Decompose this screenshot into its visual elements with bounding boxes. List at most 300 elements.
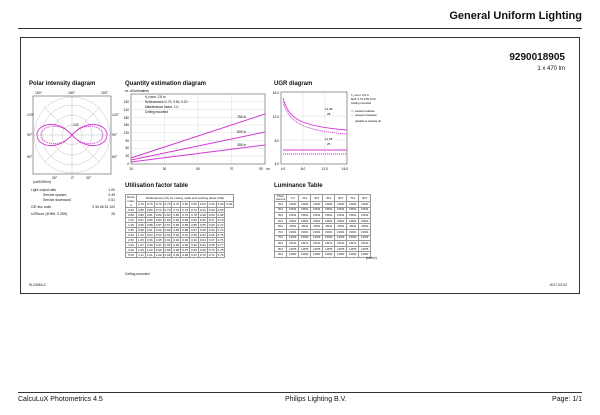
sheet-date: 2017-03-02: [549, 283, 567, 287]
table-cell: 0.89: [164, 228, 171, 232]
table-cell: 0.73: [182, 208, 189, 212]
polar-angle-label: 120°: [27, 113, 35, 117]
table-cell: 1.07: [138, 243, 144, 247]
column-header: 60.0: [335, 195, 347, 202]
table-cell: 0.75: [217, 233, 224, 237]
table-cell: 15690: [287, 202, 299, 208]
y-tick: 150: [123, 123, 129, 127]
series-label: 750 lx: [237, 115, 247, 119]
table-cell: 15093: [359, 235, 371, 241]
column-header: 15.0: [299, 195, 311, 202]
column-header: Plane Gamma: [276, 195, 286, 201]
table-cell: 0.90: [155, 228, 162, 232]
polar-angle-label: 180°: [68, 91, 76, 95]
table-cell: 0.94: [173, 238, 180, 242]
polar-ring-label: 100: [73, 123, 79, 127]
table-cell: 0.55: [199, 223, 206, 227]
footer-company: Philips Lighting B.V.: [285, 396, 347, 403]
table-cell: 15093: [323, 235, 335, 241]
table-cell: 15672: [287, 241, 299, 247]
table-cell: 0.62: [208, 228, 215, 232]
table-cell: 1.09: [138, 248, 144, 252]
table-cell: 15822: [359, 218, 371, 224]
x-tick: 90: [259, 167, 263, 171]
table-cell: 0.80: [155, 213, 162, 217]
table-cell: 0.78: [217, 248, 224, 252]
table-cell: 0.96: [146, 238, 153, 242]
polar-diagram: [27, 88, 120, 184]
table-cell: 4.00: [126, 248, 137, 253]
table-cell: 0.83: [182, 218, 189, 222]
table-cell: 0.97: [182, 248, 189, 252]
table-cell: 55.0: [275, 213, 287, 219]
table-cell: 0.68: [199, 248, 206, 252]
table-cell: 15690: [323, 202, 335, 208]
photometric-label: UGRcorr (4H8H, 0.25H): [31, 212, 68, 216]
column-header: 0.70: [146, 202, 153, 207]
table-cell: 15822: [347, 218, 359, 224]
table-cell: 15672: [335, 241, 347, 247]
ugr-annotation: 25: [327, 142, 331, 146]
y-tick: 16.0: [272, 91, 279, 95]
utilisation-table: [125, 194, 234, 258]
table-cell: 0.87: [164, 223, 171, 227]
photometric-label: Service upward: [43, 193, 67, 197]
column-header: 0.50: [199, 202, 206, 207]
polar-angle-label: 90°: [27, 133, 33, 137]
table-cell: 0.72: [191, 208, 197, 212]
table-cell: 15361: [359, 229, 371, 235]
footer-page: Page: 1/1: [552, 396, 582, 403]
table-cell: 0.86: [173, 223, 180, 227]
table-cell: 15672: [347, 241, 359, 247]
table-cell: 0.70: [199, 253, 206, 257]
luminance-title: Luminance Table: [274, 183, 323, 189]
photometric-value: 26: [111, 212, 115, 216]
y-tick: 180: [123, 116, 129, 120]
table-cell: 14875: [287, 246, 299, 252]
table-cell: 15361: [347, 229, 359, 235]
table-cell: 1.11: [138, 253, 144, 257]
table-cell: 0.91: [138, 218, 144, 222]
table-cell: 0.96: [191, 248, 197, 252]
table-cell: 0.87: [155, 223, 162, 227]
table-cell: 15093: [335, 235, 347, 241]
x-tick: 10: [129, 167, 133, 171]
table-cell: 15690: [311, 202, 323, 208]
column-header: 45.0: [323, 195, 335, 202]
x-tick: 4.0: [280, 167, 286, 171]
table-cell: 0.52: [199, 218, 206, 222]
column-header: 0.30: [217, 202, 224, 207]
table-cell: 1.05: [138, 238, 144, 242]
table-cell: 0.96: [173, 243, 180, 247]
table-cell: 15814: [323, 213, 335, 219]
polar-angle-label: 150°: [101, 91, 109, 95]
column-header: 90.0: [359, 195, 371, 202]
table-cell: 15814: [347, 207, 359, 213]
table-cell: 0.95: [182, 243, 189, 247]
photometric-value: 9 36 66 51 100: [92, 205, 115, 209]
room-index-header: Room index k: [127, 195, 136, 207]
table-cell: 0.80: [138, 208, 144, 212]
table-cell: 15814: [311, 207, 323, 213]
table-cell: 15611: [359, 224, 371, 230]
table-cell: 0.66: [199, 243, 206, 247]
table-cell: 0.93: [182, 238, 189, 242]
y-tick: 240: [123, 100, 129, 104]
table-cell: 50.0: [275, 207, 287, 213]
polar-angle-label: 30°: [86, 176, 92, 180]
table-cell: 15611: [311, 224, 323, 230]
table-cell: 14875: [359, 246, 371, 252]
table-cell: 0.54: [208, 213, 215, 217]
polar-angle-label: 150°: [35, 91, 43, 95]
table-cell: 0.93: [155, 233, 162, 237]
table-cell: 15822: [323, 218, 335, 224]
x-unit: m²: [266, 167, 270, 171]
table-cell: 16992: [299, 252, 311, 258]
table-cell: 15611: [287, 224, 299, 230]
table-cell: 0.99: [164, 253, 171, 257]
table-cell: 1.25: [126, 223, 137, 228]
table-cell: 45.0: [275, 202, 287, 208]
table-cell: 15361: [287, 229, 299, 235]
table-cell: 16992: [311, 252, 323, 258]
photometric-label: Service downward: [43, 198, 71, 202]
quantity-param: Ceiling mounted: [145, 110, 169, 114]
table-cell: 0.74: [155, 208, 162, 212]
utilisation-note: Ceiling mounted: [125, 272, 150, 276]
table-cell: 14875: [335, 246, 347, 252]
table-cell: 0.92: [173, 233, 180, 237]
table-cell: 15093: [287, 235, 299, 241]
table-cell: 15611: [299, 224, 311, 230]
table-cell: 2.00: [126, 233, 137, 238]
table-cell: 0.86: [138, 213, 144, 217]
luminance-unit: (cd/m²): [366, 256, 377, 260]
table-cell: 0.98: [138, 228, 144, 232]
table-cell: 0.70: [217, 218, 224, 222]
quantity-title: Quantity estimation diagram: [125, 81, 207, 87]
table-cell: 15814: [359, 207, 371, 213]
table-cell: 0.94: [191, 243, 197, 247]
table-cell: 15822: [335, 218, 347, 224]
ugr-annotation: 11.28: [325, 107, 333, 111]
table-cell: 0.99: [155, 248, 162, 252]
table-cell: 15814: [287, 213, 299, 219]
quantity-chart: [117, 88, 272, 176]
table-cell: 70.0: [275, 229, 287, 235]
table-cell: 0.57: [208, 218, 215, 222]
datasheet-frame: [20, 37, 580, 294]
table-cell: 0.80: [126, 213, 137, 218]
quantity-param: Reflectances: 0.70, 0.50, 0.20: [145, 100, 188, 104]
table-cell: 0.84: [173, 218, 180, 222]
table-cell: 0.91: [146, 228, 153, 232]
table-cell: 0.80: [146, 208, 153, 212]
table-cell: 14875: [323, 246, 335, 252]
page-title: General Uniform Lighting: [449, 10, 582, 22]
table-cell: 15093: [347, 235, 359, 241]
table-row: [126, 253, 234, 258]
table-cell: 0.70: [208, 248, 215, 252]
table-cell: 16992: [359, 252, 371, 258]
table-cell: 0.94: [164, 238, 171, 242]
table-cell: 0.86: [182, 223, 189, 227]
table-cell: 0.77: [217, 243, 224, 247]
table-cell: 0.97: [191, 253, 197, 257]
table-cell: 0.83: [164, 218, 171, 222]
table-cell: 15361: [299, 229, 311, 235]
photometric-value: 0.51: [108, 198, 115, 202]
y-tick: 30: [125, 154, 129, 158]
table-cell: 0.79: [217, 253, 224, 257]
table-cell: 0.71: [208, 253, 215, 257]
table-cell: 16992: [347, 252, 359, 258]
table-cell: 0.62: [199, 233, 206, 237]
ugr-chart: [263, 88, 393, 176]
y-tick: 60: [125, 146, 129, 150]
table-cell: 0.60: [126, 208, 137, 213]
luminance-table: [274, 194, 371, 258]
table-cell: 0.43: [199, 208, 206, 212]
table-cell: 0.48: [199, 213, 206, 217]
table-cell: 14875: [347, 246, 359, 252]
table-cell: 15814: [347, 213, 359, 219]
x-tick: 16.0: [341, 167, 349, 171]
table-cell: 0.64: [199, 238, 206, 242]
table-cell: 0.74: [173, 208, 180, 212]
y-tick: 8.0: [274, 139, 279, 143]
table-cell: 0.68: [217, 213, 224, 217]
utilisation-title: Utilisation factor table: [125, 183, 189, 189]
table-cell: 15814: [299, 213, 311, 219]
table-cell: 1.02: [138, 233, 144, 237]
table-cell: 15814: [335, 207, 347, 213]
table-cell: 0.94: [146, 233, 153, 237]
x-tick: 70: [229, 167, 234, 171]
table-cell: 0.81: [146, 213, 153, 217]
ugr-legend-item: viewed crosswise: [355, 113, 377, 117]
table-cell: 0.60: [208, 223, 215, 227]
table-cell: 15814: [299, 207, 311, 213]
y-tick: 12.0: [272, 115, 279, 119]
table-cell: 15822: [311, 218, 323, 224]
table-cell: 0.92: [164, 233, 171, 237]
table-cell: 15690: [335, 202, 347, 208]
table-cell: 15690: [359, 202, 371, 208]
luminaire-spec: 1 x 470 lm: [537, 66, 565, 72]
table-cell: 80.0: [275, 241, 287, 247]
photometric-value: 0.49: [108, 193, 115, 197]
table-cell: 14875: [311, 246, 323, 252]
table-cell: 16992: [335, 252, 347, 258]
table-cell: 0.98: [173, 248, 180, 252]
column-header: 0.70: [155, 202, 162, 207]
table-cell: 0.73: [217, 228, 224, 232]
table-cell: 3.00: [126, 243, 137, 248]
table-cell: 15814: [335, 213, 347, 219]
column-header: 0.70: [173, 202, 180, 207]
table-cell: 0.67: [208, 238, 215, 242]
table-cell: 15822: [299, 218, 311, 224]
table-cell: 0.65: [217, 208, 224, 212]
table-cell: 1.50: [126, 228, 137, 233]
column-header: 30.0: [311, 195, 323, 202]
table-cell: 15093: [311, 235, 323, 241]
table-cell: 15361: [323, 229, 335, 235]
x-tick: 8.0: [300, 167, 306, 171]
x-tick: 30: [162, 167, 167, 171]
table-cell: 2.50: [126, 238, 137, 243]
sheet-code: SL24964-2: [29, 283, 46, 287]
table-cell: 0.98: [182, 253, 189, 257]
table-cell: 15672: [299, 241, 311, 247]
table-cell: 0.98: [146, 243, 153, 247]
photometric-value: 1.00: [108, 188, 115, 192]
table-cell: 1.00: [146, 248, 153, 252]
table-cell: 14875: [299, 246, 311, 252]
table-cell: 0.82: [191, 218, 197, 222]
table-cell: 0.89: [173, 228, 180, 232]
table-cell: 15672: [359, 241, 371, 247]
ugr-legend-item: parallel to viewing dir.: [355, 119, 382, 123]
x-tick: 12.0: [321, 167, 329, 171]
table-cell: 0.92: [191, 238, 197, 242]
table-cell: 0.95: [155, 238, 162, 242]
table-cell: 15611: [335, 224, 347, 230]
polar-angle-label: 60°: [112, 155, 118, 159]
y-tick: 4.0: [274, 162, 279, 166]
table-cell: 15690: [347, 202, 359, 208]
table-cell: 1.00: [126, 218, 137, 223]
table-row: [275, 252, 371, 258]
table-cell: 0.88: [146, 223, 153, 227]
table-cell: 0.58: [199, 228, 206, 232]
table-cell: 15611: [323, 224, 335, 230]
table-cell: 15814: [311, 213, 323, 219]
column-header: 0.30: [208, 202, 215, 207]
polar-unit: (cd/1000lm): [33, 180, 51, 184]
table-cell: 1.00: [155, 253, 162, 257]
table-cell: 0.87: [191, 228, 197, 232]
ugr-param: Refl: 0.70 0.50 0.20: [351, 97, 376, 101]
x-tick: 50: [196, 167, 200, 171]
table-cell: 0.88: [182, 228, 189, 232]
polar-angle-label: 30°: [52, 176, 58, 180]
table-cell: 0.76: [217, 238, 224, 242]
table-cell: 0.68: [208, 243, 215, 247]
table-cell: 90.0: [275, 252, 287, 258]
table-cell: 15361: [335, 229, 347, 235]
reflectance-header: Reflectances (%) for ceiling, walls and working plane (CIE): [137, 195, 234, 202]
footer-rule: [18, 392, 582, 393]
table-cell: 5.00: [126, 253, 137, 258]
quantity-param: Maintenance factor: 1.0: [145, 105, 179, 109]
table-cell: 0.97: [155, 243, 162, 247]
table-cell: 15611: [347, 224, 359, 230]
table-cell: 15822: [287, 218, 299, 224]
table-cell: 0.65: [208, 233, 215, 237]
product-id: 9290018905: [509, 52, 565, 63]
column-header: 0.50: [191, 202, 197, 207]
table-cell: 0.80: [164, 213, 171, 217]
ugr-param: Ceiling mounted: [351, 101, 372, 105]
photometric-label: CIE flux code: [31, 205, 52, 209]
column-header: 0.30: [226, 202, 233, 207]
table-cell: 0.80: [173, 213, 180, 217]
table-cell: 85.0: [275, 246, 287, 252]
table-cell: 1.01: [146, 253, 153, 257]
series-label: 500 lx: [237, 130, 247, 134]
table-cell: 15093: [299, 235, 311, 241]
table-cell: 15814: [287, 207, 299, 213]
header-rule: [18, 28, 582, 29]
column-header: 0.70: [164, 202, 171, 207]
polar-title: Polar intensity diagram: [29, 81, 96, 87]
table-cell: 0.85: [146, 218, 153, 222]
polar-angle-label: 90°: [112, 133, 118, 137]
y-tick: 210: [123, 108, 129, 112]
table-cell: 0.73: [164, 208, 171, 212]
table-cell: 0.96: [164, 243, 171, 247]
column-header: 0.70: [138, 202, 144, 207]
quantity-ylabel: nr. of luminaires: [125, 89, 149, 93]
polar-angle-label: 0°: [71, 176, 75, 180]
polar-angle-label: 120°: [112, 113, 120, 117]
table-cell: 15814: [359, 213, 371, 219]
table-cell: 0.85: [191, 223, 197, 227]
ugr-legend-item: viewed endwise: [355, 109, 375, 113]
table-cell: 15672: [311, 241, 323, 247]
ugr-annotation: 28: [327, 112, 331, 116]
table-cell: 0.78: [191, 213, 197, 217]
y-tick: 0: [127, 162, 129, 166]
column-header: 0.50: [182, 202, 189, 207]
column-header: 75.0: [347, 195, 359, 202]
series-label: 300 lx: [237, 143, 247, 147]
y-tick: 120: [123, 131, 129, 135]
polar-angle-label: 60°: [27, 155, 33, 159]
table-cell: 0.72: [217, 223, 224, 227]
table-cell: 0.90: [191, 233, 197, 237]
table-cell: 15672: [323, 241, 335, 247]
table-cell: 15361: [311, 229, 323, 235]
column-header: 0.0: [287, 195, 299, 202]
ugr-annotation: 11.25: [325, 137, 333, 141]
photometric-label: Light output ratio: [31, 188, 57, 192]
table-cell: 75.0: [275, 235, 287, 241]
table-cell: 0.91: [182, 233, 189, 237]
ugr-title: UGR diagram: [274, 81, 313, 87]
table-cell: 0.99: [173, 253, 180, 257]
table-cell: 0.84: [155, 218, 162, 222]
table-cell: 0.79: [182, 213, 189, 217]
table-cell: 16992: [287, 252, 299, 258]
ugr-param: h_room: 2.8 m: [351, 93, 370, 97]
table-cell: 65.0: [275, 224, 287, 230]
table-cell: 0.98: [164, 248, 171, 252]
table-cell: 15814: [323, 207, 335, 213]
table-cell: 0.50: [208, 208, 215, 212]
quantity-param: h_room: 2.8 m: [145, 95, 166, 99]
table-cell: 16992: [323, 252, 335, 258]
table-cell: 15690: [299, 202, 311, 208]
footer-software: CalcuLuX Photometrics 4.5: [18, 396, 103, 403]
y-tick: 90: [125, 139, 129, 143]
table-cell: 0.95: [138, 223, 144, 227]
